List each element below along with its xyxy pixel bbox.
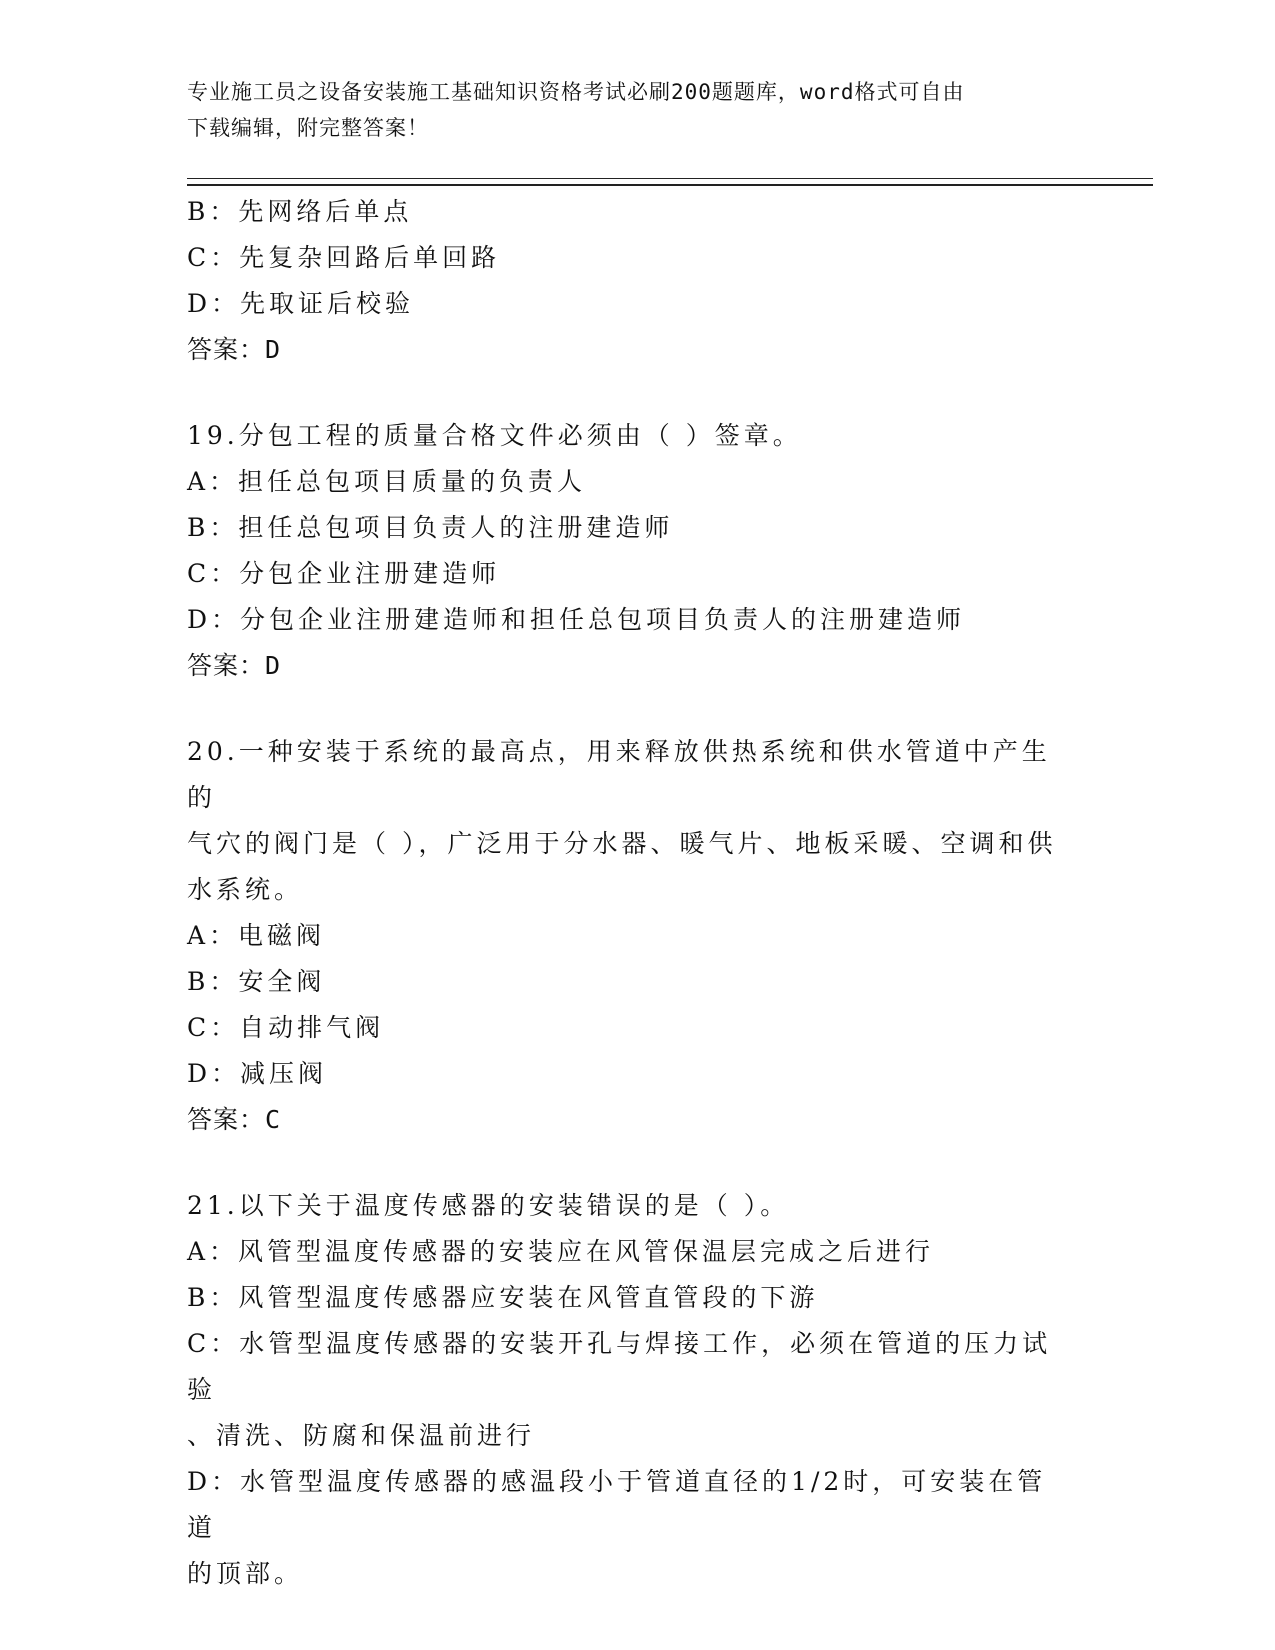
question-stem: 21.以下关于温度传感器的安装错误的是（ ）。 — [187, 1191, 790, 1220]
option-c: C：分包企业注册建造师 — [187, 559, 501, 588]
option-b: B：风管型温度传感器应安装在风管直管段的下游 — [187, 1283, 819, 1312]
option-d: D：减压阀 — [187, 1059, 328, 1088]
option-a: A：电磁阀 — [187, 921, 326, 950]
option-d: D：先取证后校验 — [187, 289, 415, 318]
option-c-line-2: 、清洗、防腐和保温前进行 — [187, 1421, 536, 1450]
question-20 — [187, 729, 1067, 1143]
option-d-line-1: D：水管型温度传感器的感温段小于管道直径的1/2时，可安装在管道 — [187, 1467, 1047, 1542]
question-21 — [187, 1183, 1067, 1597]
question-list — [187, 189, 1067, 1597]
answer-line: 答案：D — [187, 651, 282, 680]
question-gap — [187, 689, 1067, 729]
option-b: B：安全阀 — [187, 967, 326, 996]
question-19 — [187, 413, 1067, 689]
question-stem-line-2: 气穴的阀门是（ ），广泛用于分水器、暖气片、地板采暖、空调和供 — [187, 829, 1057, 858]
question-gap — [187, 1143, 1067, 1183]
option-c-line-1: C：水管型温度传感器的安装开孔与焊接工作，必须在管道的压力试验 — [187, 1329, 1052, 1404]
option-c: C：自动排气阀 — [187, 1013, 385, 1042]
option-a: A：担任总包项目质量的负责人 — [187, 467, 587, 496]
option-a: A：风管型温度传感器的安装应在风管保温层完成之后进行 — [187, 1237, 935, 1266]
header-title-line-1: 专业施工员之设备安装施工基础知识资格考试必刷200题题库，word格式可自由 — [187, 80, 965, 104]
header-divider — [187, 178, 1153, 186]
answer-line: 答案：C — [187, 1105, 282, 1134]
question-stem-line-1: 20.一种安装于系统的最高点，用来释放供热系统和供水管道中产生的 — [187, 737, 1051, 812]
question-stem: 19.分包工程的质量合格文件必须由（ ）签章。 — [187, 421, 802, 450]
question-stem-line-3: 水系统。 — [187, 875, 304, 904]
option-d-line-2: 的顶部。 — [187, 1559, 304, 1588]
question-18-tail — [187, 189, 1067, 373]
document-header — [187, 74, 1067, 146]
option-d: D：分包企业注册建造师和担任总包项目负责人的注册建造师 — [187, 605, 966, 634]
answer-line: 答案：D — [187, 335, 282, 364]
option-b: B：先网络后单点 — [187, 197, 413, 226]
question-gap — [187, 373, 1067, 413]
header-title-line-2: 下载编辑，附完整答案！ — [187, 116, 429, 140]
option-b: B：担任总包项目负责人的注册建造师 — [187, 513, 674, 542]
option-c: C：先复杂回路后单回路 — [187, 243, 501, 272]
